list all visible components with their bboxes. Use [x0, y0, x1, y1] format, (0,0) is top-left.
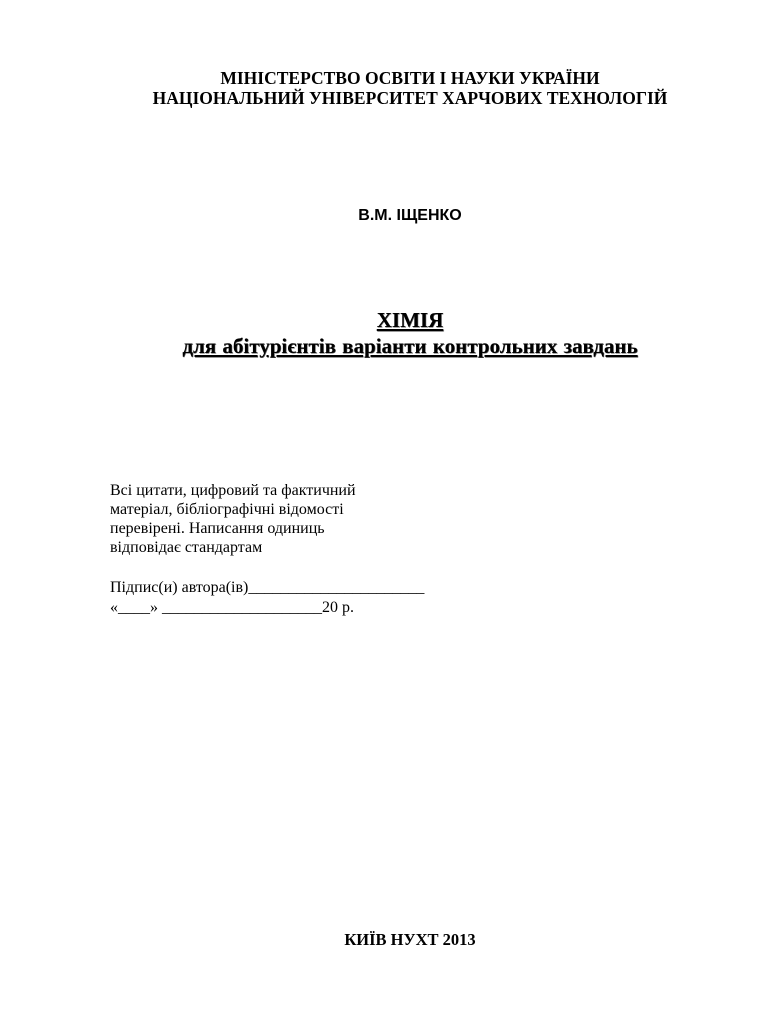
- document-subtitle: для абітурієнтів варіанти контрольних завдань: [182, 334, 638, 358]
- verification-line-1: Всі цитати, цифровий та фактичний: [110, 482, 356, 499]
- verification-line-3: перевірені. Написання одиниць: [110, 520, 325, 537]
- ministry-name: МІНІСТЕРСТВО ОСВІТИ І НАУКИ УКРАЇНИ: [220, 68, 600, 88]
- document-title: ХІМІЯ: [376, 308, 444, 332]
- author-signature-line: Підпис(и) автора(ів)______________________: [110, 579, 425, 596]
- verification-line-4: відповідає стандартам: [110, 539, 263, 556]
- publication-place-year: КИЇВ НУХТ 2013: [344, 930, 476, 949]
- verification-line-2: матеріал, бібліографічні відомості: [110, 501, 344, 518]
- author-name: В.М. ІЩЕНКО: [358, 207, 462, 224]
- date-line: «____» ____________________20 р.: [110, 599, 354, 616]
- university-name: НАЦІОНАЛЬНИЙ УНІВЕРСИТЕТ ХАРЧОВИХ ТЕХНОЛОГІЙ: [152, 88, 668, 108]
